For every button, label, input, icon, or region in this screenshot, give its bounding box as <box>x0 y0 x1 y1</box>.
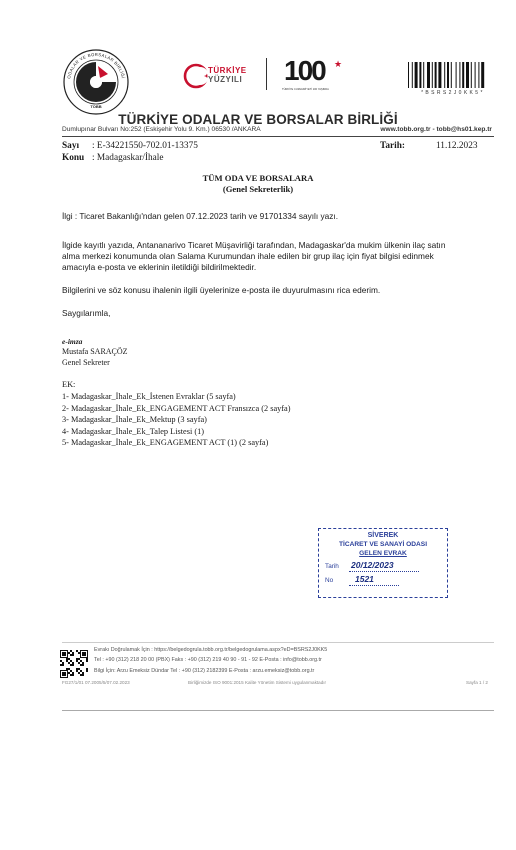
stamp-line3: GELEN EVRAK <box>359 550 407 557</box>
org-web-email: www.tobb.org.tr - tobb@hs01.kep.tr <box>380 126 492 133</box>
closing: Saygılarımla, <box>62 308 111 318</box>
qr-code-icon <box>60 650 88 678</box>
header-divider <box>266 58 267 90</box>
footer-contact-line: Tel : +90 (312) 218 20 00 (PBX) Faks : +90 (312) 219 40 90 - 91 - 92 E-Posta : info@tobb.org.tr <box>94 657 322 663</box>
org-title: TÜRKİYE ODALAR VE BORSALAR BİRLİĞİ <box>118 112 398 127</box>
yuzyili-word: YÜZYILI <box>208 75 243 84</box>
recipient-line2: (Genel Sekreterlik) <box>222 184 294 194</box>
header-rule <box>62 136 494 137</box>
org-address: Dumlupınar Bulvarı No:252 (Eskişehir Yolu 9. Km.) 06530 /ANKARA <box>62 126 261 133</box>
footer-info-line: Bilgi İçin: Arzu Emeksiz Dündar Tel : +90 (312) 2182399 E-Posta : arzu.emeksiz@tobb.org.tr <box>94 668 315 674</box>
turkiye-word: TÜRKİYE <box>208 66 247 75</box>
tarih-value: 11.12.2023 <box>436 141 478 151</box>
incoming-document-stamp <box>318 528 448 598</box>
footer-top-rule <box>62 642 494 643</box>
attachment-item: 3- Madagaskar_İhale_Ek_Mektup (3 sayfa) <box>62 415 207 425</box>
ilgi-line: İlgi : Ticaret Bakanlığı'ndan gelen 07.12.2023 tarih ve 91701334 sayılı yazı. <box>62 211 339 221</box>
sayi-label: Sayı <box>62 141 80 151</box>
attachments-list <box>62 391 290 449</box>
stamp-line1: SİVEREK <box>367 532 399 539</box>
svg-text:TOBB: TOBB <box>90 104 102 109</box>
footer-verify-line: Evrakı Doğrulamak İçin : https://belgedogrula.tobb.org.tr/belgedogrulama.aspx?eD=BSRS2J0KK5 <box>94 647 328 653</box>
recipient-line1: TÜM ODA VE BORSALARA <box>202 173 314 183</box>
signer-name: Mustafa SARAÇÖZ <box>62 347 128 356</box>
tarih-label: Tarih: <box>380 141 405 151</box>
stamp-tarih-value: 20/12/2023 <box>351 560 394 570</box>
turkiye-yuzyili-logo <box>182 58 262 94</box>
paragraph-1-line-2: alma merkezi konumunda olan Salama Kurumundan ihale edilen bir grup ilaç için fiyat bilgisi edinmek <box>62 251 434 261</box>
konu-label: Konu <box>62 153 85 163</box>
footer-page-number: Sayfa 1 / 2 <box>466 680 488 685</box>
stamp-no-label: No <box>325 577 334 584</box>
footer-bottom-rule <box>62 710 494 711</box>
tobb-logo <box>62 48 130 116</box>
stamp-no-line <box>349 585 399 586</box>
barcode-text: * B S R S 2 J 0 K K 5 * <box>421 90 483 96</box>
stamp-line2: TİCARET VE SANAYİ ODASI <box>338 541 428 548</box>
attachment-item: 1- Madagaskar_İhale_Ek_İstenen Evraklar (5 sayfa) <box>62 392 236 401</box>
sayi-value: : E-34221550-702.01-13375 <box>92 141 198 151</box>
attachments-heading: EK: <box>62 380 76 389</box>
centennial-caption: TÜRKİYE CUMHURİYETİ 100 YAŞINDA <box>282 88 329 91</box>
paragraph-1-line-1: İlgide kayıtlı yazıda, Antananarivo Ticaret Müşavirliği tarafından, Madagaskar'da mukim ülkenin ilaç satın <box>62 240 446 250</box>
attachment-item: 2- Madagaskar_İhale_Ek_ENGAGEMENT ACT Fransızca (2 sayfa) <box>62 403 291 413</box>
paragraph-1-line-3: amacıyla e-posta ve eklerinin iletildiği bildirilmektedir. <box>62 262 257 272</box>
attachment-item: 4- Madagaskar_İhale_Ek_Talep Listesi (1) <box>62 426 205 436</box>
stamp-no-value: 1521 <box>355 574 374 584</box>
paragraph-2: Bilgilerini ve söz konusu ihalenin ilgili üyelerinize e-posta ile duyurulmasını rica ederim. <box>62 285 381 295</box>
attachment-item: 5- Madagaskar_İhale_Ek_ENGAGEMENT ACT (1) (2 sayfa) <box>62 438 269 448</box>
footer-form-code: FG27/1/01 07.2005/5/07.02.2023 <box>62 680 130 685</box>
e-imza-mark: e-imza <box>62 337 83 346</box>
stamp-tarih-label: Tarih <box>325 563 339 570</box>
centennial-logo <box>282 55 352 95</box>
konu-value: : Madagaskar/İhale <box>92 153 164 163</box>
svg-text:ODALAR VE BORSALAR BİRLİĞİ: ODALAR VE BORSALAR BİRLİĞİ <box>66 51 126 80</box>
signer-title: Genel Sekreter <box>62 358 110 367</box>
stamp-date-line <box>349 571 419 572</box>
centennial-number: 100 <box>284 55 325 86</box>
star-icon: ★ <box>334 59 343 69</box>
footer-quality-note: Birliğimizde ISO 9001:2015 Kalite Yönetim Sistemi uygulanmaktadır <box>188 680 327 685</box>
barcode <box>408 62 496 88</box>
